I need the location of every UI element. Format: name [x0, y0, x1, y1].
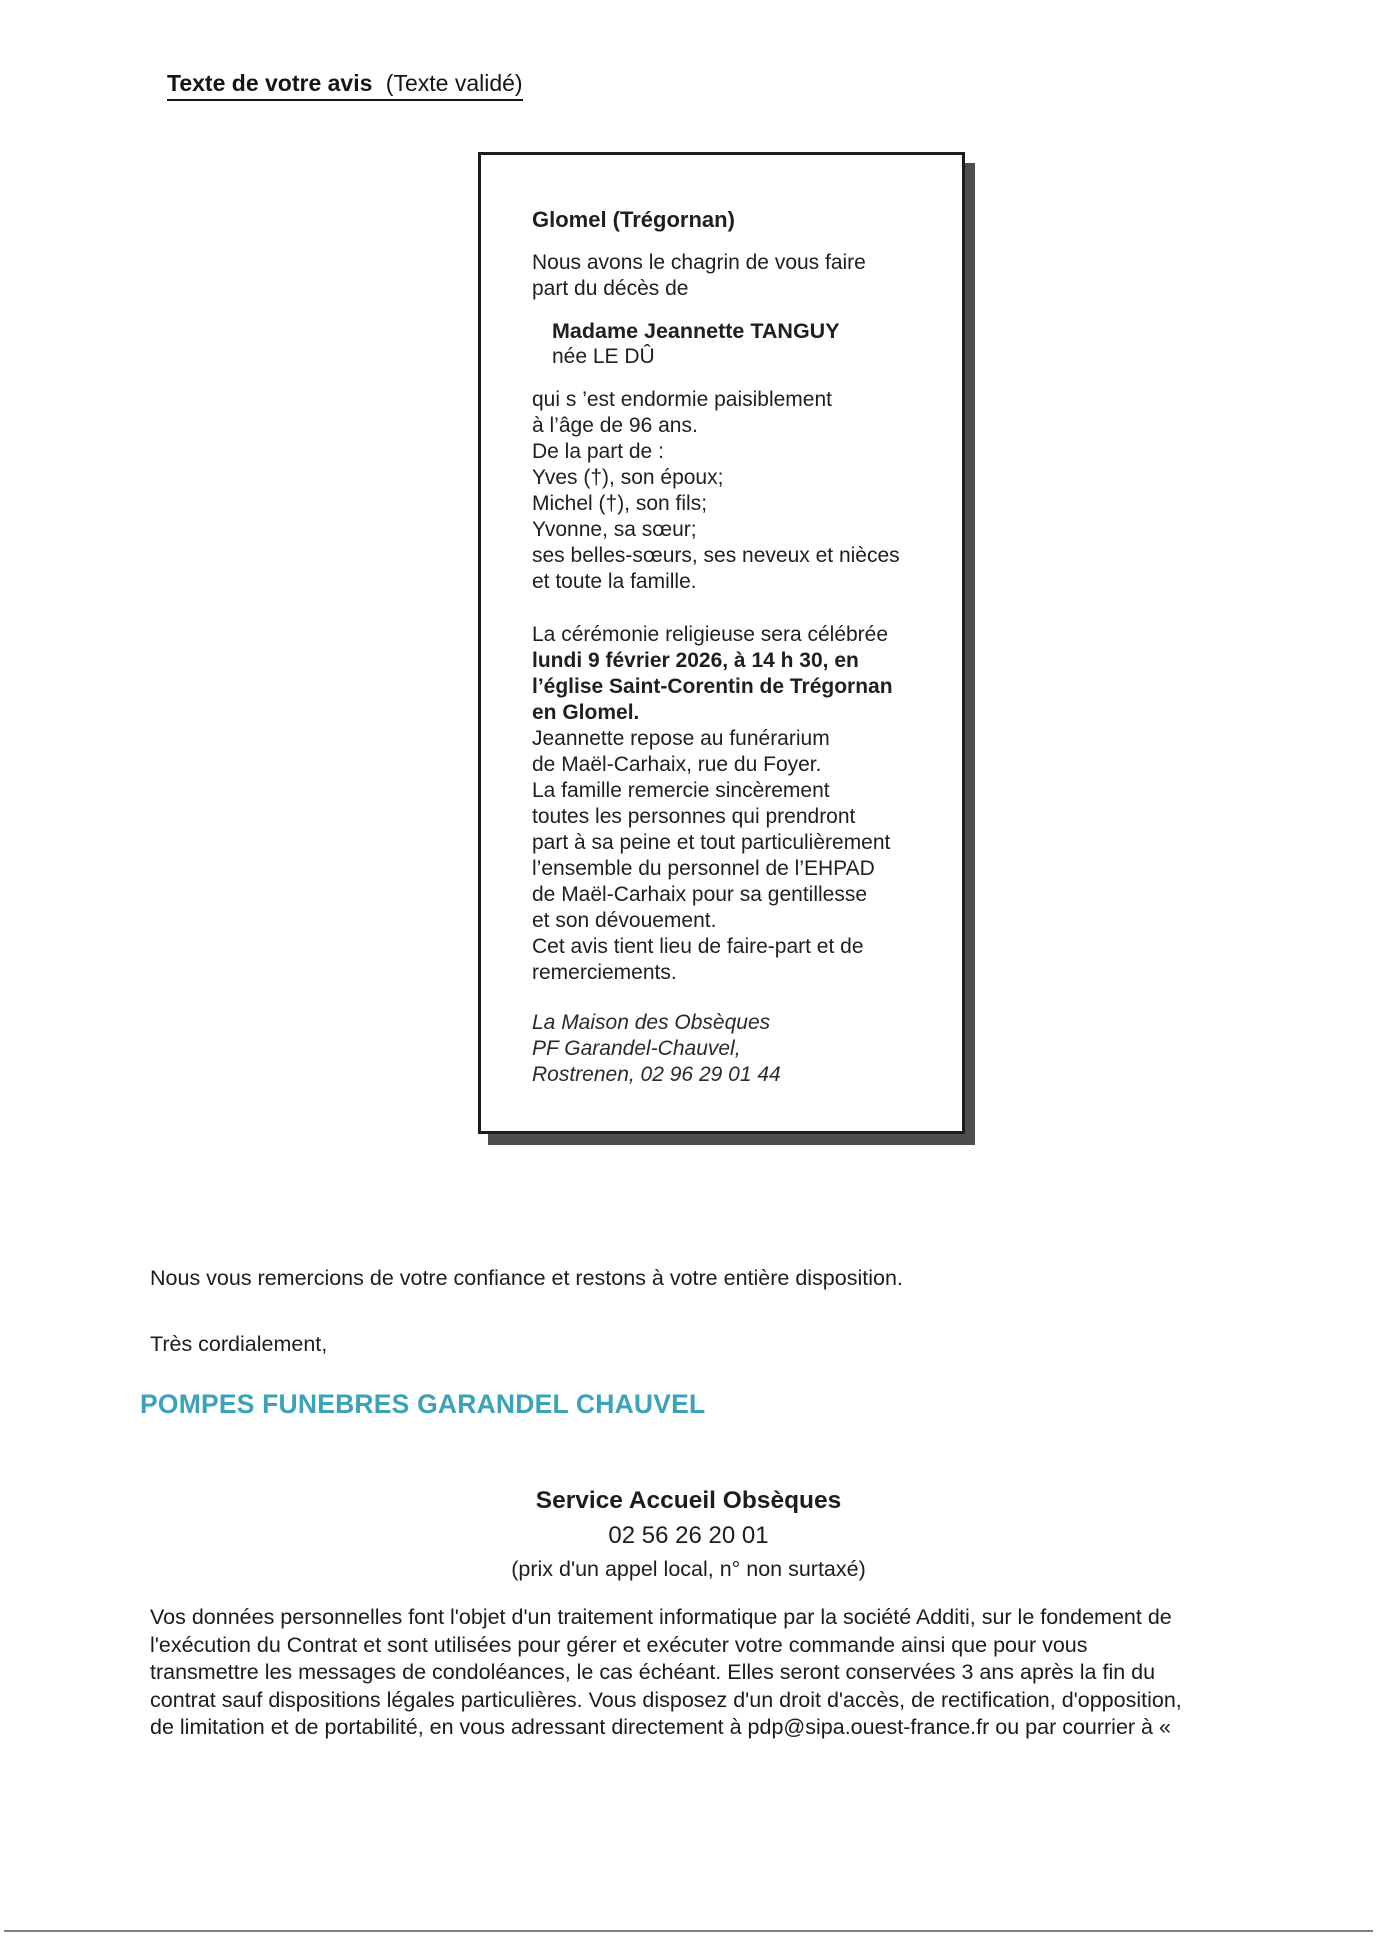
- notice-intro-line: part du décès de: [532, 277, 689, 300]
- document-title: [167, 70, 523, 101]
- notice-ceremony-paragraph: [532, 622, 936, 986]
- notice-family-line: De la part de :: [532, 440, 664, 463]
- notice-ceremony-line: La cérémonie religieuse sera célébrée: [532, 623, 889, 646]
- notice-ceremony-line: remerciements.: [532, 961, 677, 984]
- notice-family-line: et toute la famille.: [532, 570, 697, 593]
- notice-ceremony-line: lundi 9 février 2026, à 14 h 30, en: [532, 649, 859, 672]
- page-bottom-divider: [4, 1930, 1373, 1932]
- legal-line: de limitation et de portabilité, en vous adressant directement à pdp@sipa.ouest-france.fr ou par courrier à «: [150, 1715, 1171, 1740]
- document-title-status: (Texte validé): [385, 70, 523, 96]
- service-contact-block: [0, 1487, 1377, 1582]
- legal-line: transmettre les messages de condoléances, le cas échéant. Elles seront conservées 3 ans après la fin du: [150, 1660, 1156, 1685]
- notice-family-line: ses belles-sœurs, ses neveux et nièces: [532, 544, 900, 567]
- deceased-name: Madame Jeannette TANGUY: [552, 319, 840, 343]
- funeral-home-line: Rostrenen, 02 96 29 01 44: [532, 1063, 781, 1086]
- notice-ceremony-line: et son dévouement.: [532, 909, 717, 932]
- service-phone-number: 02 56 26 20 01: [608, 1522, 769, 1549]
- funeral-home-line: La Maison des Obsèques: [532, 1011, 771, 1034]
- closing-salutation: Très cordialement,: [150, 1332, 328, 1356]
- notice-ceremony-line: Cet avis tient lieu de faire-part et de: [532, 935, 864, 958]
- notice-ceremony-line: part à sa peine et tout particulièrement: [532, 831, 891, 854]
- service-title: Service Accueil Obsèques: [535, 1487, 842, 1514]
- notice-family-line: à l’âge de 96 ans.: [532, 414, 698, 437]
- notice-family-paragraph: [532, 387, 936, 595]
- notice-ceremony-line: de Maël-Carhaix pour sa gentillesse: [532, 883, 868, 906]
- legal-line: l'exécution du Contrat et sont utilisées pour gérer et exécuter votre commande ainsi que pour vous: [150, 1632, 1088, 1657]
- service-phone-note: (prix d'un appel local, n° non surtaxé): [511, 1557, 866, 1581]
- notice-ceremony-line: toutes les personnes qui prendront: [532, 805, 856, 828]
- obituary-notice-card: [478, 152, 965, 1134]
- notice-family-line: Yves (†), son époux;: [532, 466, 724, 489]
- deceased-maiden-name: née LE DÛ: [552, 345, 655, 368]
- deceased-name-block: [552, 318, 936, 370]
- notice-family-line: Michel (†), son fils;: [532, 492, 708, 515]
- notice-ceremony-line: l’église Saint-Corentin de Trégornan: [532, 675, 893, 698]
- funeral-home-line: PF Garandel-Chauvel,: [532, 1037, 741, 1060]
- notice-location: Glomel (Trégornan): [532, 207, 735, 232]
- notice-ceremony-line: l’ensemble du personnel de l’EHPAD: [532, 857, 875, 880]
- document-title-main: Texte de votre avis: [167, 70, 373, 96]
- notice-family-line: Yvonne, sa sœur;: [532, 518, 697, 541]
- notice-ceremony-line: en Glomel.: [532, 701, 640, 724]
- notice-ceremony-line: La famille remercie sincèrement: [532, 779, 830, 802]
- notice-family-line: qui s ’est endormie paisiblement: [532, 388, 832, 411]
- thanks-sentence: Nous vous remercions de votre confiance et restons à votre entière disposition.: [150, 1266, 903, 1290]
- notice-ceremony-line: Jeannette repose au funérarium: [532, 727, 830, 750]
- notice-ceremony-line: de Maël-Carhaix, rue du Foyer.: [532, 753, 822, 776]
- company-name: POMPES FUNEBRES GARANDEL CHAUVEL: [140, 1389, 706, 1419]
- legal-line: Vos données personnelles font l'objet d'un traitement informatique par la société Additi, sur le fondement de: [150, 1605, 1172, 1629]
- notice-intro: [532, 250, 936, 302]
- funeral-home-signature: [532, 1010, 936, 1088]
- legal-paragraph: [150, 1604, 1350, 1742]
- legal-line: contrat sauf dispositions légales particulières. Vous disposez d'un droit d'accès, de rectification, d'opposition,: [150, 1687, 1182, 1712]
- notice-intro-line: Nous avons le chagrin de vous faire: [532, 251, 866, 274]
